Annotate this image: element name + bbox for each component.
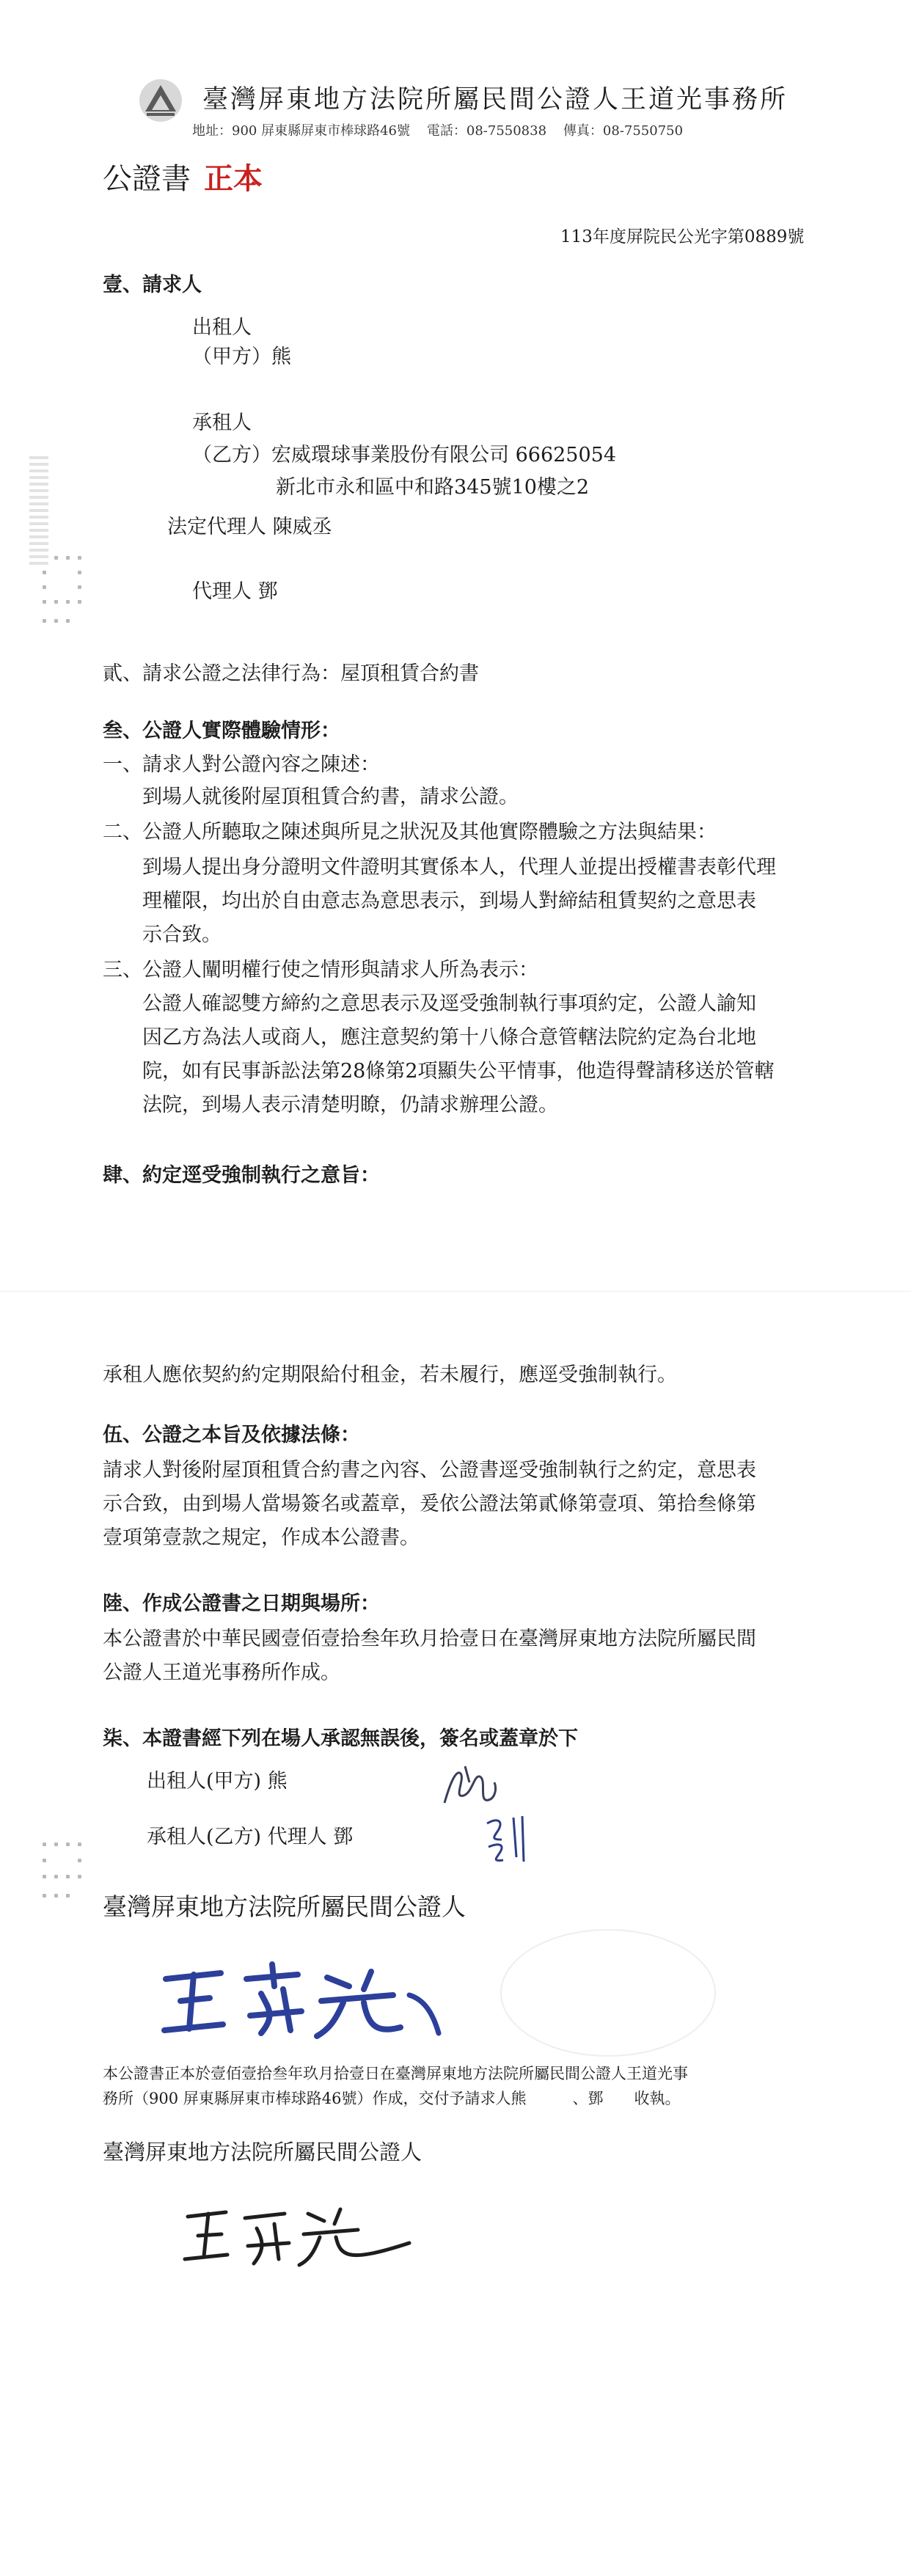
copy-note-line: 務所（900 屏東縣屏東市棒球路46號）作成，交付予請求人熊 、鄧 收執。 <box>103 2090 681 2107</box>
lessee-signature-line: 承租人(乙方) 代理人 鄧 <box>147 1826 354 1848</box>
item1-text: 到場人就後附屋頂租賃合約書，請求公證。 <box>142 786 519 808</box>
office-phone: 電話：08-7550838 <box>426 123 547 139</box>
lessee-address: 新北市永和區中和路345號10樓之2 <box>276 476 590 499</box>
notary-signature-icon <box>151 1957 459 2045</box>
item3-title: 三、公證人闡明權行使之情形與請求人所為表示： <box>103 959 538 981</box>
office-name: 臺灣屏東地方法院所屬民間公證人王道光事務所 <box>202 85 789 114</box>
section1-heading: 壹、請求人 <box>103 274 202 296</box>
section4-text: 承租人應依契約約定期限給付租金，若未履行，應逕受強制執行。 <box>103 1364 677 1386</box>
item1-title: 一、請求人對公證內容之陳述： <box>103 753 380 776</box>
section6-heading: 陸、作成公證書之日期與場所： <box>103 1592 380 1615</box>
section4-heading: 肆、約定逕受強制執行之意旨： <box>103 1164 380 1187</box>
faint-seal-stamp <box>500 1929 716 2057</box>
item3-line: 公證人確認雙方締約之意思表示及逕受強制執行事項約定，公證人諭知 <box>142 992 756 1015</box>
lessee-signature-icon <box>477 1810 535 1869</box>
binding-dots-top <box>43 556 87 622</box>
section6-line: 本公證書於中華民國壹佰壹拾叁年玖月拾壹日在臺灣屏東地方法院所屬民間 <box>103 1628 756 1650</box>
legal-representative: 法定代理人 陳威丞 <box>167 516 332 538</box>
item2-title: 二、公證人所聽取之陳述與所見之狀況及其他實際體驗之方法與結果： <box>103 821 717 844</box>
copy-note-line: 本公證書正本於壹佰壹拾叁年玖月拾壹日在臺灣屏東地方法院所屬民間公證人王道光事 <box>103 2065 688 2082</box>
item3-line: 因乙方為法人或商人，應注意契約第十八條合意管轄法院約定為台北地 <box>142 1026 756 1049</box>
item2-line: 理權限，均出於自由意志為意思表示，到場人對締結租賃契約之意思表 <box>142 890 756 912</box>
margin-pattern <box>29 455 48 565</box>
item3-line: 法院，到場人表示清楚明瞭，仍請求辦理公證。 <box>142 1094 558 1116</box>
lessee-name: （乙方）宏威環球事業股份有限公司 66625054 <box>192 444 617 466</box>
section5-line: 請求人對後附屋頂租賃合約書之內容、公證書逕受強制執行之約定，意思表 <box>103 1459 756 1482</box>
section5-line: 壹項第壹款之規定，作成本公證書。 <box>103 1526 420 1549</box>
notary-title-1: 臺灣屏東地方法院所屬民間公證人 <box>103 1892 466 1921</box>
binding-dots-bottom <box>43 1843 87 1916</box>
section2-heading: 貳、請求公證之法律行為：屋頂租賃合約書 <box>103 662 479 685</box>
item3-line: 院，如有民事訴訟法第28條第2項顯失公平情事，他造得聲請移送於管轄 <box>142 1060 775 1083</box>
office-logo-icon <box>138 78 183 123</box>
section5-heading: 伍、公證之本旨及依據法條： <box>103 1424 360 1446</box>
office-contact <box>192 120 683 139</box>
section5-line: 示合致，由到場人當場簽名或蓋章，爰依公證法第貳條第壹項、第拾叁條第 <box>103 1493 756 1515</box>
office-address: 地址：900 屏東縣屏東市棒球路46號 <box>192 123 410 139</box>
office-fax: 傳真：08-7550750 <box>563 123 684 139</box>
notary-handwritten-signature-icon <box>175 2192 417 2272</box>
original-copy-label: 正本 <box>204 161 263 196</box>
lessee-label: 承租人 <box>192 411 252 434</box>
document-title <box>103 155 263 197</box>
item2-line: 到場人提出身分證明文件證明其實係本人，代理人並提出授權書表彰代理 <box>142 856 776 879</box>
section3-heading: 叁、公證人實際體驗情形： <box>103 720 340 742</box>
item2-line: 示合致。 <box>142 923 222 946</box>
notary-title-2: 臺灣屏東地方法院所屬民間公證人 <box>103 2140 422 2165</box>
lessor-label: 出租人 <box>192 316 252 339</box>
agent-name: 代理人 鄧 <box>192 580 278 603</box>
document-title-main: 公證書 <box>103 162 191 196</box>
section6-line: 公證人王道光事務所作成。 <box>103 1661 340 1684</box>
lessor-signature-line: 出租人(甲方) 熊 <box>147 1770 288 1793</box>
page-divider <box>0 1291 911 1292</box>
case-number: 113年度屏院民公光字第0889號 <box>560 227 805 246</box>
section7-heading: 柒、本證書經下列在場人承認無誤後，簽名或蓋章於下 <box>103 1727 578 1750</box>
lessor-name: （甲方）熊 <box>192 345 291 368</box>
